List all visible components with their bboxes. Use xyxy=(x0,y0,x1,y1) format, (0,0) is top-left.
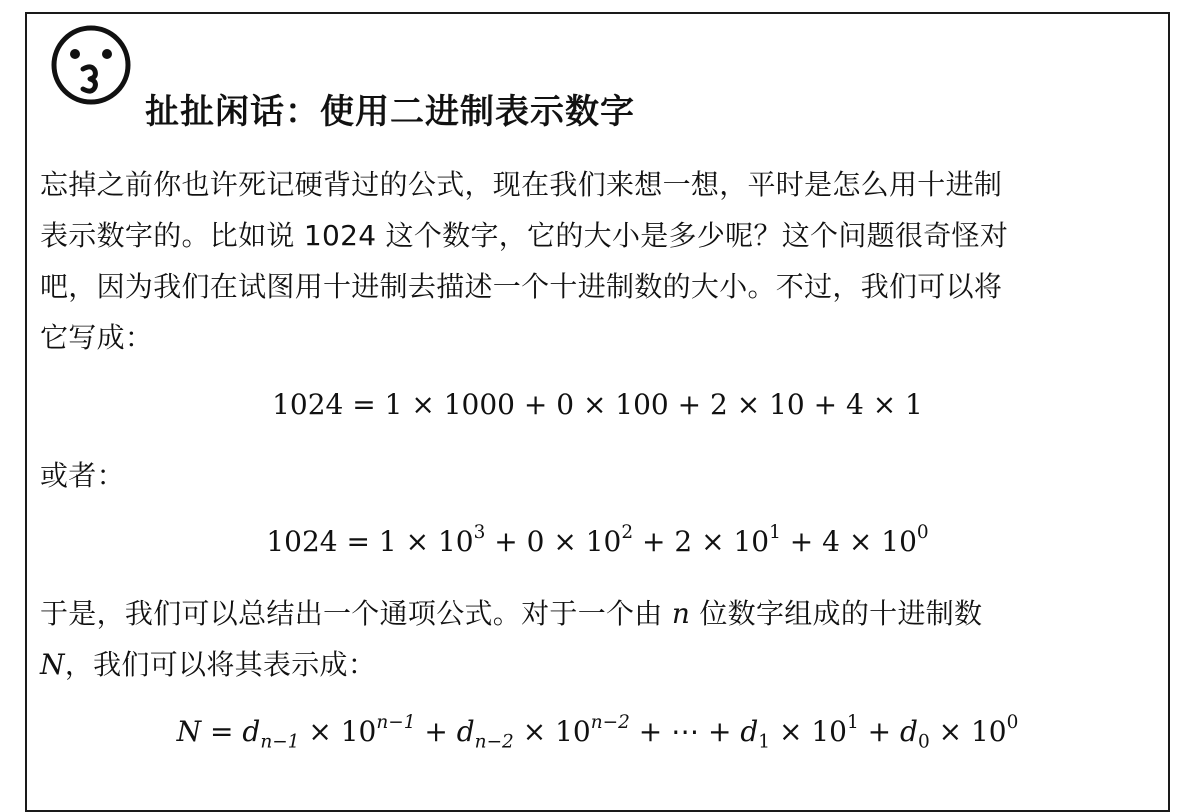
equation-term: $2 \times 10^1$ xyxy=(674,522,781,558)
equation-ellipsis: ⋯ xyxy=(671,715,700,748)
paragraph-line: 它写成： xyxy=(40,321,154,354)
equation-term: $d_0 \times 10^0$ xyxy=(900,712,1019,753)
paragraph-line: 忘掉之前你也许死记硬背过的公式，现在我们来想一想，平时是怎么用十进制 xyxy=(40,168,1003,201)
variable-N: N xyxy=(40,648,65,681)
variable-n: n xyxy=(671,597,691,630)
intro-paragraph xyxy=(40,159,1145,363)
paragraph-line: 表示数字的。比如说 1024 这个数字，它的大小是多少呢？这个问题很奇怪对 xyxy=(40,219,1009,252)
equation-term: $0 \times 10^2$ xyxy=(526,522,634,558)
general-formula-paragraph xyxy=(40,588,1145,690)
equation-term: $d_{n-1} \times 10^{n-1}$ xyxy=(242,712,416,753)
paragraph-line: 或者： xyxy=(40,459,125,492)
section-header xyxy=(50,24,1150,134)
equation-term: $d_{n-2} \times 10^{n-2}$ xyxy=(456,712,630,753)
equation-lhs: 1024 = xyxy=(266,525,379,558)
equation-term: $1 \times 10^3$ xyxy=(378,522,486,558)
equation-term: $d_1 \times 10^1$ xyxy=(740,712,859,753)
equation-general-form: $N = d_{n-1} \times 10^{n-1} + d_{n-2} \times 10^{n-2}$ + ⋯ + $d_1 \times 10^1 + d_0 \times 10^0$ xyxy=(176,712,1019,753)
paragraph-line: 吧，因为我们在试图用十进制去描述一个十进制数的大小。不过，我们可以将 xyxy=(40,270,1003,303)
page-title: 扯扯闲话：使用二进制表示数字 xyxy=(145,92,635,132)
paragraph-line: N，我们可以将其表示成： xyxy=(40,648,377,681)
equation-term: $4 \times 10^0$ xyxy=(822,522,929,558)
equation-expanded-decimal: 1024 = 1 × 1000 + 0 × 100 + 2 × 10 + 4 × 1 xyxy=(272,388,923,421)
equation-powers-of-ten: $1024 = 1 \times 10^3 + 0 \times 10^2 + 2 \times 10^1 + 4 \times 10^0$ xyxy=(266,522,929,558)
kissing-face-icon xyxy=(50,24,132,106)
paragraph-line: 于是，我们可以总结出一个通项公式。对于一个由 n 位数字组成的十进制数 xyxy=(40,597,983,630)
or-paragraph xyxy=(40,450,1145,501)
